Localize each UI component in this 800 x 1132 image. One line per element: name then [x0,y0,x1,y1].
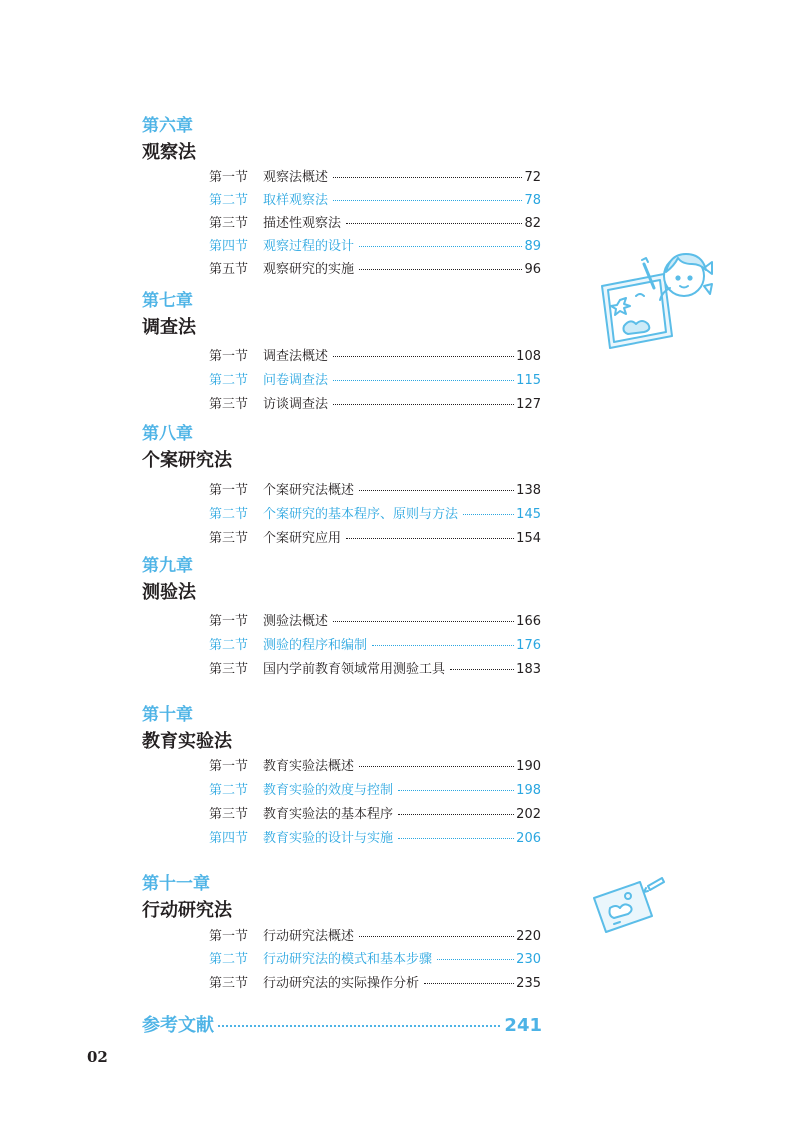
dot-leader [218,1025,500,1027]
section-number: 第三节 [209,976,249,991]
chapter-title: 调查法 [142,317,196,338]
section-page: 89 [524,239,541,254]
section-title: 教育实验的效度与控制 [263,783,394,798]
toc-entry[interactable] [209,481,541,501]
chapter-number: 第十一章 [142,874,210,894]
section-title: 国内学前教育领域常用测验工具 [263,662,446,677]
section-page: 235 [516,976,541,991]
chapter-heading [142,874,232,922]
chapter-number: 第十章 [142,705,193,725]
toc-entry[interactable] [209,612,541,632]
section-title: 问卷调查法 [263,373,329,388]
dot-leader [372,645,514,646]
dot-leader [359,766,514,767]
toc-entry[interactable] [209,260,541,280]
toc-entry[interactable] [209,168,541,188]
section-number: 第三节 [209,216,249,231]
dot-leader [437,959,514,960]
dot-leader [346,538,514,539]
section-title: 行动研究法的模式和基本步骤 [263,952,433,967]
toc-entry[interactable] [209,214,541,234]
toc-entry[interactable] [209,237,541,257]
section-page: 138 [516,483,541,498]
section-number: 第二节 [209,373,249,388]
section-number: 第一节 [209,614,249,629]
dot-leader [333,380,514,381]
section-title: 个案研究应用 [263,531,342,546]
section-number: 第三节 [209,662,249,677]
section-page: 198 [516,783,541,798]
chapter-title: 观察法 [142,142,196,163]
chapter-heading [142,705,232,753]
section-title: 观察研究的实施 [263,262,355,277]
picture-card-with-pencil-icon [588,874,668,938]
section-number: 第二节 [209,638,249,653]
toc-entry[interactable] [209,347,541,367]
chapter-title: 测验法 [142,582,196,603]
dot-leader [359,490,514,491]
dot-leader [333,356,514,357]
section-page: 183 [516,662,541,677]
section-title: 教育实验的设计与实施 [263,831,394,846]
section-title: 行动研究法概述 [263,929,355,944]
chapter-number: 第七章 [142,291,193,311]
section-page: 78 [524,193,541,208]
page-number: 02 [87,1048,108,1066]
chapter-title: 个案研究法 [142,450,232,471]
toc-entry[interactable] [209,757,541,777]
section-number: 第二节 [209,783,249,798]
toc-entry[interactable] [209,505,541,525]
chapter-number: 第九章 [142,556,193,576]
section-page: 127 [516,397,541,412]
dot-leader [398,790,514,791]
chapter-number: 第六章 [142,116,193,136]
dot-leader [333,621,514,622]
section-number: 第三节 [209,807,249,822]
references-entry[interactable] [142,1014,542,1038]
toc-entry[interactable] [209,974,541,994]
section-title: 测验的程序和编制 [263,638,368,653]
section-page: 230 [516,952,541,967]
section-number: 第五节 [209,262,249,277]
section-title: 描述性观察法 [263,216,342,231]
toc-entry[interactable] [209,371,541,391]
chapter-heading [142,291,196,339]
section-number: 第二节 [209,193,249,208]
section-number: 第四节 [209,831,249,846]
section-title: 观察过程的设计 [263,239,355,254]
toc-entry[interactable] [209,636,541,656]
section-number: 第二节 [209,507,249,522]
section-page: 82 [524,216,541,231]
dot-leader [450,669,514,670]
section-page: 115 [516,373,541,388]
dot-leader [333,200,522,201]
chapter-heading [142,424,232,472]
chapter-heading [142,116,196,164]
section-page: 190 [516,759,541,774]
section-title: 个案研究法概述 [263,483,355,498]
section-title: 个案研究的基本程序、原则与方法 [263,507,459,522]
toc-entry[interactable] [209,805,541,825]
section-number: 第四节 [209,239,249,254]
section-title: 教育实验法的基本程序 [263,807,394,822]
toc-entry[interactable] [209,927,541,947]
section-number: 第一节 [209,759,249,774]
section-page: 220 [516,929,541,944]
section-title: 取样观察法 [263,193,329,208]
toc-entry[interactable] [209,529,541,549]
section-title: 测验法概述 [263,614,329,629]
dot-leader [359,269,522,270]
toc-entry[interactable] [209,781,541,801]
chapter-title: 行动研究法 [142,900,232,921]
section-number: 第一节 [209,483,249,498]
section-page: 96 [524,262,541,277]
dot-leader [463,514,514,515]
dot-leader [333,404,514,405]
girl-with-drawing-board-icon [592,248,722,356]
dot-leader [424,983,514,984]
section-title: 行动研究法的实际操作分析 [263,976,420,991]
section-page: 176 [516,638,541,653]
references-title: 参考文献 [142,1015,214,1036]
section-page: 166 [516,614,541,629]
section-title: 访谈调查法 [263,397,329,412]
section-title: 教育实验法概述 [263,759,355,774]
toc-entry[interactable] [209,395,541,415]
section-number: 第一节 [209,349,249,364]
section-title: 观察法概述 [263,170,329,185]
dot-leader [333,177,522,178]
references-page: 241 [504,1015,542,1036]
section-number: 第二节 [209,952,249,967]
section-page: 202 [516,807,541,822]
dot-leader [398,838,514,839]
chapter-title: 教育实验法 [142,731,232,752]
section-number: 第三节 [209,531,249,546]
dot-leader [346,223,522,224]
section-page: 145 [516,507,541,522]
toc-entry[interactable] [209,660,541,680]
section-page: 206 [516,831,541,846]
section-number: 第三节 [209,397,249,412]
toc-entry[interactable] [209,829,541,849]
section-number: 第一节 [209,170,249,185]
dot-leader [359,936,514,937]
section-page: 108 [516,349,541,364]
section-page: 154 [516,531,541,546]
dot-leader [398,814,514,815]
dot-leader [359,246,522,247]
toc-entry[interactable] [209,950,541,970]
chapter-heading [142,556,196,604]
section-page: 72 [524,170,541,185]
section-number: 第一节 [209,929,249,944]
chapter-number: 第八章 [142,424,193,444]
toc-entry[interactable] [209,191,541,211]
section-title: 调查法概述 [263,349,329,364]
